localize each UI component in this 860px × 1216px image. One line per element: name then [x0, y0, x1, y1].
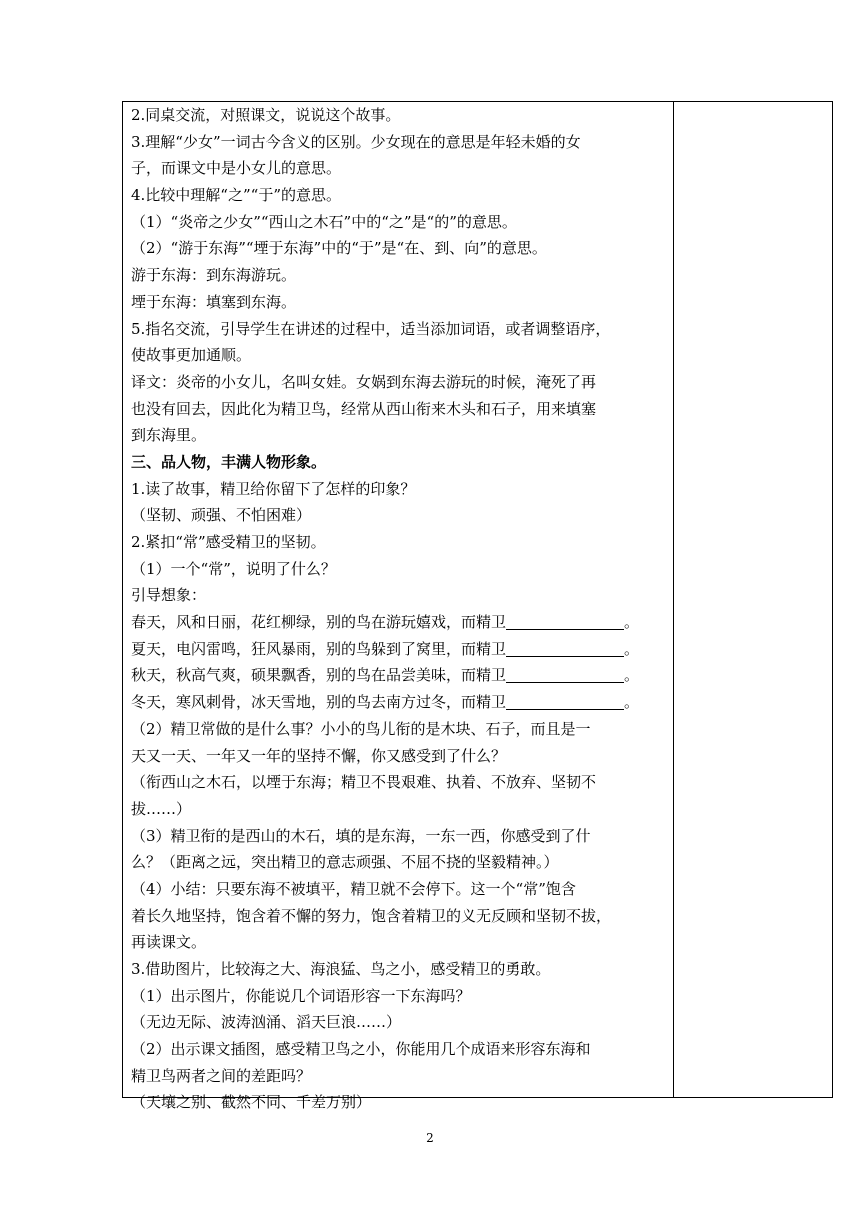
text-line: 秋天，秋高气爽，硕果飘香，别的鸟在品尝美味，而精卫: [131, 666, 507, 685]
text-line: 再读课文。: [131, 933, 207, 952]
text-line: 么？（距离之远，突出精卫的意志顽强、不屈不挠的坚毅精神。）: [131, 853, 559, 872]
text-line: 天又一天、一年又一年的坚持不懈，你又感受到了什么？: [131, 746, 507, 765]
text-line: 2.同桌交流，对照课文，说说这个故事。: [131, 106, 401, 124]
period: 。: [624, 613, 640, 632]
text-line: 引导想象：: [131, 586, 207, 605]
period: 。: [624, 666, 640, 685]
text-line: 春天，风和日丽，花红柳绿，别的鸟在游玩嬉戏，而精卫: [131, 613, 507, 632]
answer-blank: [506, 638, 624, 657]
text-line: 夏天，电闪雷鸣，狂风暴雨，别的鸟躲到了窝里，而精卫: [131, 639, 507, 658]
answer-blank: [506, 611, 624, 630]
text-line: 译文：炎帝的小女儿，名叫女娃。女娲到东海去游玩的时候，淹死了再: [131, 372, 597, 391]
text-line: 冬天，寒风刺骨，冰天雪地，别的鸟去南方过冬，而精卫: [131, 693, 507, 712]
text-line: （坚韧、顽强、不怕困难）: [131, 506, 312, 525]
text-line: 着长久地坚持，饱含着不懈的努力，饱含着精卫的义无反顾和坚韧不拔，: [131, 906, 612, 925]
period: 。: [624, 639, 640, 658]
text-line: （2）“游于东海”“堙于东海”中的“于”是“在、到、向”的意思。: [131, 239, 547, 258]
lesson-table: [122, 101, 833, 1112]
text-line: （1）一个“常”，说明了什么？: [131, 559, 336, 578]
answer-blank: [506, 664, 624, 683]
column-divider: [673, 102, 674, 1097]
fill-blank-line: [131, 636, 665, 663]
text-line: 4.比较中理解“之”“于”的意思。: [131, 186, 341, 205]
text-line: 5.指名交流，引导学生在讲述的过程中，适当添加词语，或者调整语序，: [131, 319, 611, 338]
answer-blank: [506, 691, 624, 710]
lesson-content: [131, 102, 665, 1116]
text-line: （2）精卫常做的是什么事？小小的鸟儿衔的是木块、石子，而且是一: [131, 719, 591, 738]
text-line: （衔西山之木石，以堙于东海；精卫不畏艰难、执着、不放弃、坚韧不: [131, 773, 597, 792]
text-line: （2）出示课文插图，感受精卫鸟之小，你能用几个成语来形容东海和: [131, 1040, 591, 1059]
text-line: （天壤之别、截然不同、千差万别）: [131, 1093, 372, 1112]
text-line: 游于东海：到东海游玩。: [131, 266, 297, 285]
text-line: 使故事更加通顺。: [131, 346, 252, 365]
text-line: 3.理解“少女”一词古今含义的区别。少女现在的意思是年轻未婚的女: [131, 132, 581, 151]
fill-blank-line: [131, 689, 665, 716]
section-heading: 三、品人物，丰满人物形象。: [131, 452, 327, 471]
text-line: 2.紧扣“常”感受精卫的坚韧。: [131, 533, 326, 551]
text-line: （1）“炎帝之少女”“西山之木石”中的“之”是“的”的意思。: [131, 212, 517, 231]
text-line: 堙于东海：填塞到东海。: [131, 292, 297, 311]
text-line: 到东海里。: [131, 426, 207, 445]
text-line: （3）精卫衔的是西山的木石，填的是东海，一东一西，你感受到了什: [131, 826, 591, 845]
fill-blank-line: [131, 662, 665, 689]
text-line: 3.借助图片，比较海之大、海浪猛、鸟之小，感受精卫的勇敢。: [131, 960, 551, 978]
text-line: （4）小结：只要东海不被填平，精卫就不会停下。这一个“常”饱含: [131, 879, 576, 898]
fill-blank-line: [131, 609, 665, 636]
period: 。: [624, 693, 640, 712]
text-line: 子，而课文中是小女儿的意思。: [131, 159, 342, 178]
page-number: 2: [426, 1131, 434, 1145]
text-line: （无边无际、波涛汹涌、滔天巨浪……）: [131, 1013, 402, 1032]
text-line: （1）出示图片，你能说几个词语形容一下东海吗？: [131, 986, 471, 1005]
text-line: 1.读了故事，精卫给你留下了怎样的印象？: [131, 479, 416, 498]
text-line: 也没有回去，因此化为精卫鸟，经常从西山衔来木头和石子，用来填塞: [131, 399, 597, 418]
text-line: 拔……）: [131, 799, 192, 818]
text-line: 精卫鸟两者之间的差距吗？: [131, 1066, 312, 1085]
